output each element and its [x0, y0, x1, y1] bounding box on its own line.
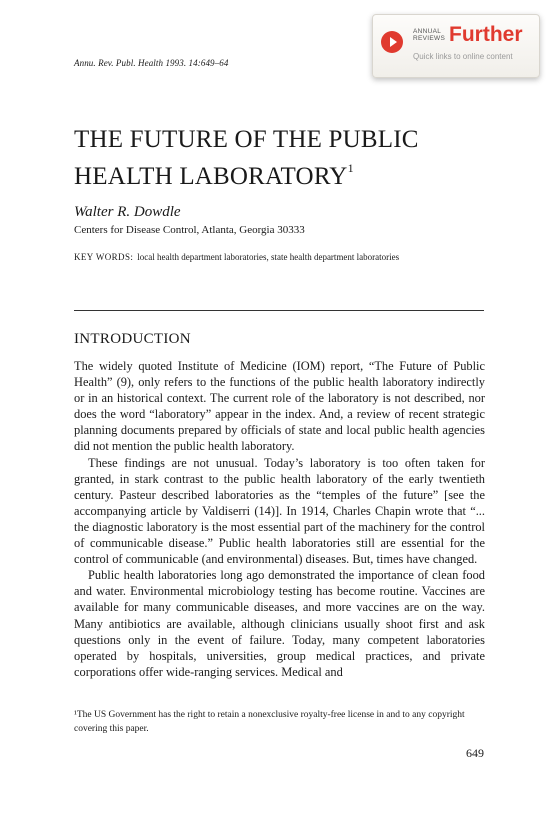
key-words-label: KEY WORDS:	[74, 252, 134, 262]
author-affiliation: Centers for Disease Control, Atlanta, Georgia 30333	[74, 224, 305, 236]
journal-citation: Annu. Rev. Publ. Health 1993. 14:649–64	[74, 58, 229, 68]
annual-reviews-further-badge[interactable]	[372, 14, 540, 78]
key-words	[74, 252, 399, 262]
author-name: Walter R. Dowdle	[74, 204, 181, 220]
article-title	[74, 126, 419, 191]
paragraph-3: Public health laboratories long ago demonstrated the importance of clean food and water. Environmental microbiology testing has become routine. Vaccines are available for many communicable diseases, and more vaccines are on the way. Many antibiotics are available, although clinicians usually shoot first and ask questions only in the event of failure. Today, many competent laboratories operated by hospitals, universities, group medical practices, and private corporations offer wide-ranging services. Medical and	[74, 568, 485, 679]
title-footnote-mark: 1	[347, 161, 354, 175]
introduction-body	[74, 358, 485, 680]
page-number: 649	[466, 746, 484, 760]
annual-reviews-logo-icon	[381, 31, 403, 53]
footnote: ¹The US Government has the right to retain a nonexclusive royalty-free license in and to any copyright covering this paper.	[74, 710, 465, 734]
paragraph-2: These findings are not unusual. Today’s laboratory is too often taken for granted, in stark contrast to the public health laboratory of the early twentieth century. Pasteur described laboratories as the “temples of the future” [see the accompanying article by Valdiserri (14)]. In 1914, Charles Chapin wrote that “... the diagnostic laboratory is the most essential part of the machinery for the control of communicable disease.” Public health laboratories still are essential for the control of communicable (and environmental) diseases. But, times have changed.	[74, 455, 485, 567]
badge-further-label: Further	[449, 23, 523, 46]
badge-annual-reviews-label: ANNUAL REVIEWS	[413, 28, 446, 42]
title-line-2: HEALTH LABORATORY	[74, 163, 348, 190]
section-divider	[74, 310, 484, 311]
section-heading-introduction: INTRODUCTION	[74, 331, 191, 347]
badge-tagline: Quick links to online content	[413, 52, 513, 61]
key-words-text: local health department laboratories, state health department laboratories	[137, 252, 400, 262]
title-line-1: THE FUTURE OF THE PUBLIC	[74, 126, 419, 153]
paragraph-1: The widely quoted Institute of Medicine (IOM) report, “The Future of Public Health” (9), only refers to the functions of the public health laboratory indirectly or in an historical context. The current role of the laboratory is not described, nor does the word “laboratory” appear in the index. And, a review of recent strategic planning documents prepared by officials of state and local public health agencies did not mention the public health laboratory.	[74, 359, 485, 454]
